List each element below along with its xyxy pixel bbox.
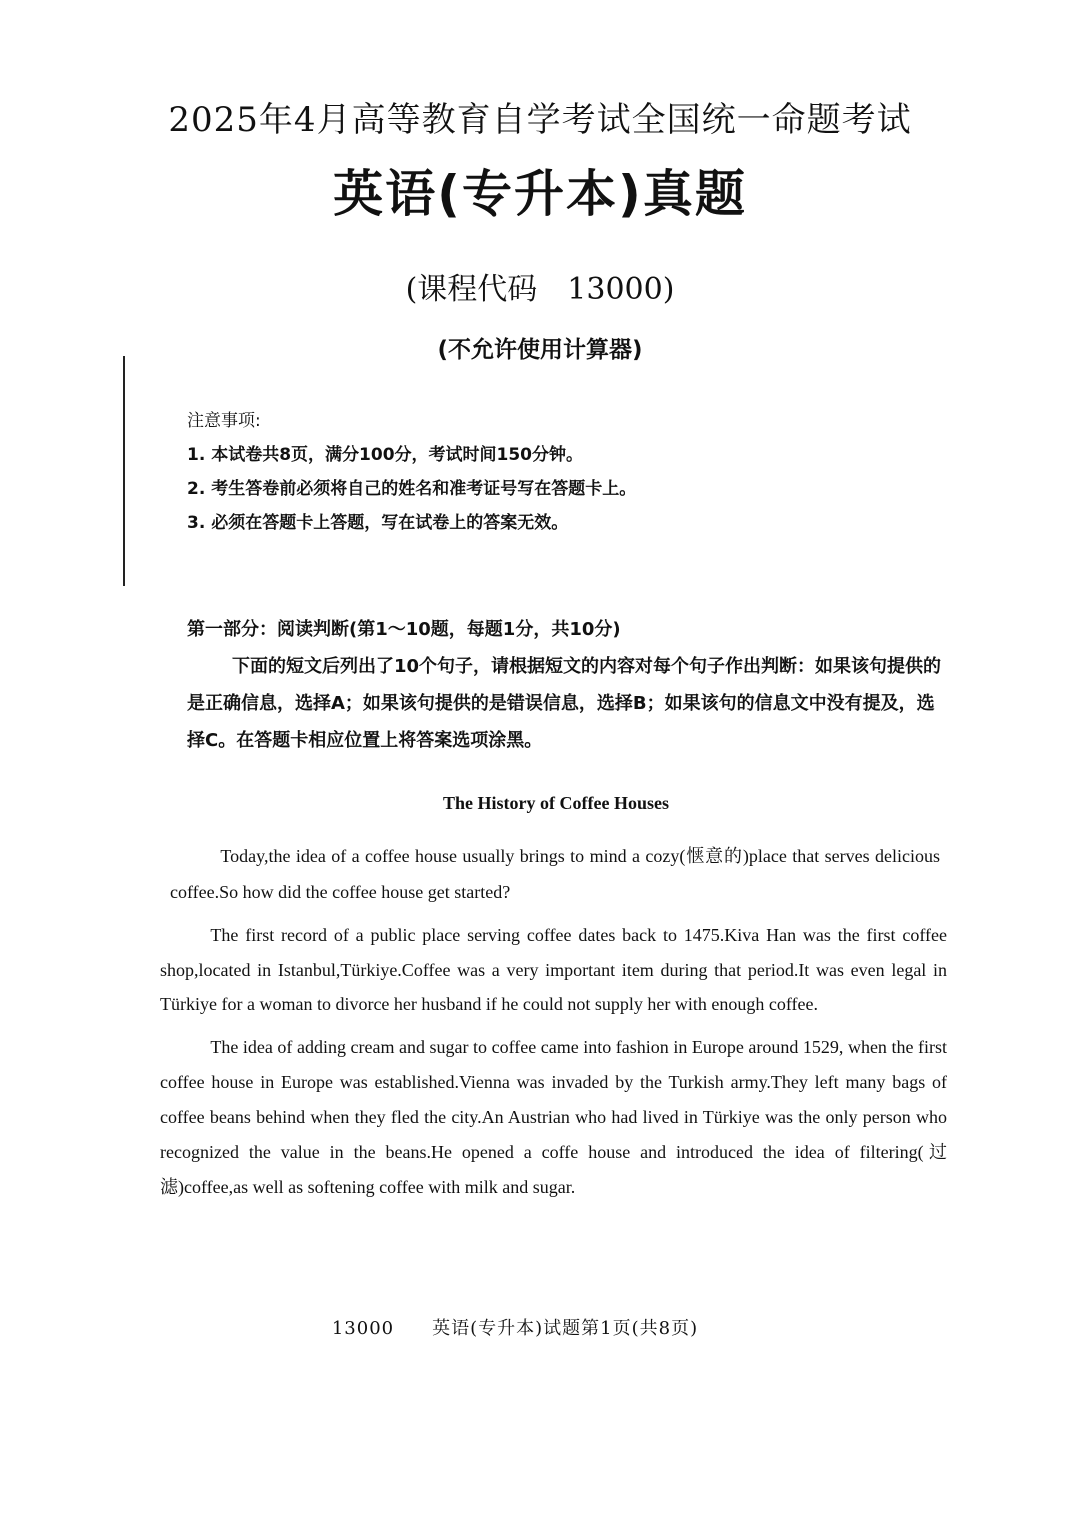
passage-paragraph: The idea of adding cream and sugar to coffee came into fashion in Europe around 1529, when the first coffee house in Europe was established.Vienna was invaded by the Turkish army.They left many bags of coffee beans behind when they fled the city.An Austrian who had lived in Türkiye was the only person who recognized the value in the beans.He opened a coffe house and introduced the idea of filtering(过滤)coffee,as well as softening coffee with milk and sugar. [160, 1036, 947, 1197]
passage-title: The History of Coffee Houses [443, 793, 669, 813]
course-code: (课程代码 13000) [405, 272, 675, 307]
passage-paragraph: The first record of a public place serving coffee dates back to 1475.Kiva Han was the first coffee shop,located in Istanbul,Türkiye.Coffee was a very important item during that period.It was even legal in Türkiye for a woman to divorce her husband if he could not supply her with enough coffee. [160, 925, 947, 1014]
section-instructions: 下面的短文后列出了10个句子，请根据短文的内容对每个句子作出判断：如果该句提供的是正确信息，选择A；如果该句提供的是错误信息，选择B；如果该句的信息文中没有提及，选择C。在答题卡相应位置上将答案选项涂黑。 [187, 656, 942, 751]
calculator-note: (不允许使用计算器) [437, 337, 643, 363]
notice-item: 2. 考生答卷前必须将自己的姓名和准考证号写在答题卡上。 [187, 479, 637, 499]
footer-course-code: 13000 [331, 1318, 395, 1339]
section-one [187, 611, 947, 759]
notice-title: 注意事项: [187, 411, 261, 431]
margin-rule [123, 356, 125, 586]
passage-paragraph: Today,the idea of a coffee house usually brings to mind a cozy(惬意的)place that serves delicious coffee.So how did the coffee house get started? [170, 846, 940, 902]
notice-item: 3. 必须在答题卡上答题，写在试卷上的答案无效。 [187, 513, 569, 533]
exam-title: 2025年4月高等教育自学考试全国统一命题考试 [168, 100, 912, 140]
subject-title: 英语(专升本)真题 [333, 165, 747, 223]
footer-page-info: 英语(专升本)试题第1页(共8页) [432, 1318, 699, 1339]
notice-item: 1. 本试卷共8页，满分100分，考试时间150分钟。 [187, 445, 584, 465]
section-heading: 第一部分：阅读判断(第1～10题，每题1分，共10分) [187, 619, 621, 640]
page-footer [0, 1314, 1030, 1344]
notice-block [187, 404, 967, 540]
passage-body [160, 838, 947, 1213]
